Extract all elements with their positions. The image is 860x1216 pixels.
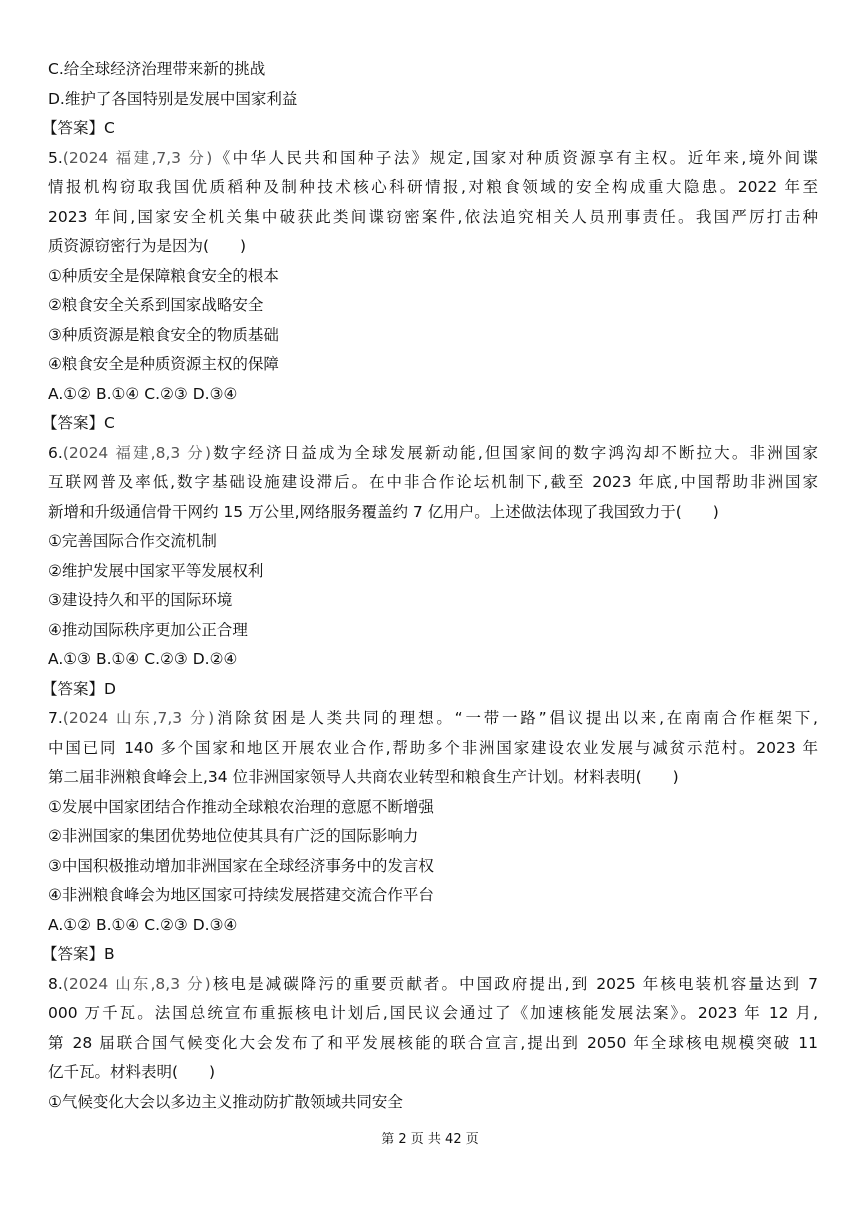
option-line: ④推动国际秩序更加公正合理	[48, 620, 248, 639]
question-stem-line: 新增和升级通信骨干网约 15 万公里,网络服务覆盖约 7 亿用户。上述做法体现了我国致力于( )	[48, 502, 719, 521]
question-stem-line: 中国已同 140 多个国家和地区开展农业合作,帮助多个非洲国家建设农业发展与减贫示范村。2023 年	[48, 738, 818, 757]
option-line: ④非洲粮食峰会为地区国家可持续发展搭建交流合作平台	[48, 886, 434, 904]
question-stem	[48, 439, 818, 528]
question-text: 核电是减碳降污的重要贡献者。中国政府提出,到 2025 年核电装机容量达到 7	[210, 974, 818, 993]
question-block	[48, 970, 818, 1118]
option-line: ④粮食安全是种质资源主权的保障	[48, 355, 279, 373]
option-line: A.①③ B.①④ C.②③ D.②④	[48, 650, 238, 668]
question-stem	[48, 970, 818, 1088]
question-block	[42, 704, 818, 970]
question-content	[42, 55, 818, 1117]
option-line: ②粮食安全关系到国家战略安全	[48, 296, 264, 314]
option-line: ①气候变化大会以多边主义推动防扩散领域共同安全	[48, 1092, 403, 1111]
question-stem-line	[48, 704, 818, 734]
question-stem-line: 互联网普及率低,数字基础设施建设滞后。在中非合作论坛机制下,截至 2023 年底,中国帮助非洲国家	[48, 473, 818, 491]
answer-label: 【答案】C	[42, 414, 115, 432]
options-block	[42, 55, 818, 144]
question-text: 《中华人民共和国种子法》规定,国家对种质资源享有主权。近年来,境外间谍	[212, 148, 818, 167]
question-stem-line: 2023 年间,国家安全机关集中破获此类间谍窃密案件,依法追究相关人员刑事责任。我国严厉打击种	[48, 207, 818, 226]
question-block	[42, 144, 818, 439]
option-line: ①完善国际合作交流机制	[48, 532, 217, 550]
question-stem-line: 000 万千瓦。法国总统宣布重振核电计划后,国民议会通过了《加速核能发展法案》。2023 年 12 月,	[48, 1004, 818, 1022]
question-stem-line: 亿千瓦。材料表明( )	[48, 1063, 216, 1081]
question-stem	[48, 704, 818, 793]
option-line: A.①② B.①④ C.②③ D.③④	[48, 915, 238, 934]
answer-label: 【答案】B	[42, 945, 115, 963]
question-source: (2024 福建,7,3 分)	[62, 148, 213, 167]
option-line: ②非洲国家的集团优势地位使其具有广泛的国际影响力	[48, 827, 419, 845]
page-footer: 第 2 页 共 42 页	[381, 1132, 479, 1147]
option-line: ②维护发展中国家平等发展权利	[48, 561, 264, 580]
question-stem-line	[48, 970, 818, 1000]
question-stem-line	[48, 144, 818, 174]
option-line: ①种质安全是保障粮食安全的根本	[48, 266, 279, 285]
option-line: ③建设持久和平的国际环境	[48, 591, 233, 609]
question-stem	[48, 144, 818, 262]
question-stem-line: 第二届非洲粮食峰会上,34 位非洲国家领导人共商农业转型和粮食生产计划。材料表明( )	[48, 768, 679, 786]
question-stem-line	[48, 439, 818, 469]
answer-label: 【答案】D	[42, 679, 116, 698]
option-line: A.①② B.①④ C.②③ D.③④	[48, 384, 238, 403]
option-line: C.给全球经济治理带来新的挑战	[48, 60, 266, 78]
question-source: (2024 山东,8,3 分)	[62, 974, 211, 993]
question-block	[42, 439, 818, 705]
question-source: (2024 山东,7,3 分)	[62, 709, 215, 727]
question-text: 消除贫困是人类共同的理想。“一带一路”倡议提出以来,在南南合作框架下,	[214, 709, 818, 727]
option-line: ①发展中国家团结合作推动全球粮农治理的意愿不断增强	[48, 797, 434, 816]
question-number: 6.	[48, 443, 63, 462]
option-line: D.维护了各国特别是发展中国家利益	[48, 89, 298, 108]
answer-label: 【答案】C	[42, 119, 115, 137]
option-line: ③种质资源是粮食安全的物质基础	[48, 325, 279, 344]
option-line: ③中国积极推动增加非洲国家在全球经济事务中的发言权	[48, 856, 434, 875]
question-number: 5.	[48, 148, 63, 167]
question-stem-line: 情报机构窃取我国优质稻种及制种技术核心科研情报,对粮食领域的安全构成重大隐患。2022 年至	[48, 178, 818, 196]
question-number: 8.	[48, 974, 63, 993]
question-stem-line: 质资源窃密行为是因为( )	[48, 237, 247, 255]
question-text: 数字经济日益成为全球发展新动能,但国家间的数字鸿沟却不断拉大。非洲国家	[211, 443, 818, 462]
question-number: 7.	[48, 709, 63, 727]
question-source: (2024 福建,8,3 分)	[62, 443, 211, 462]
question-stem-line: 第 28 届联合国气候变化大会发布了和平发展核能的联合宣言,提出到 2050 年全球核电规模突破 11	[48, 1033, 818, 1052]
